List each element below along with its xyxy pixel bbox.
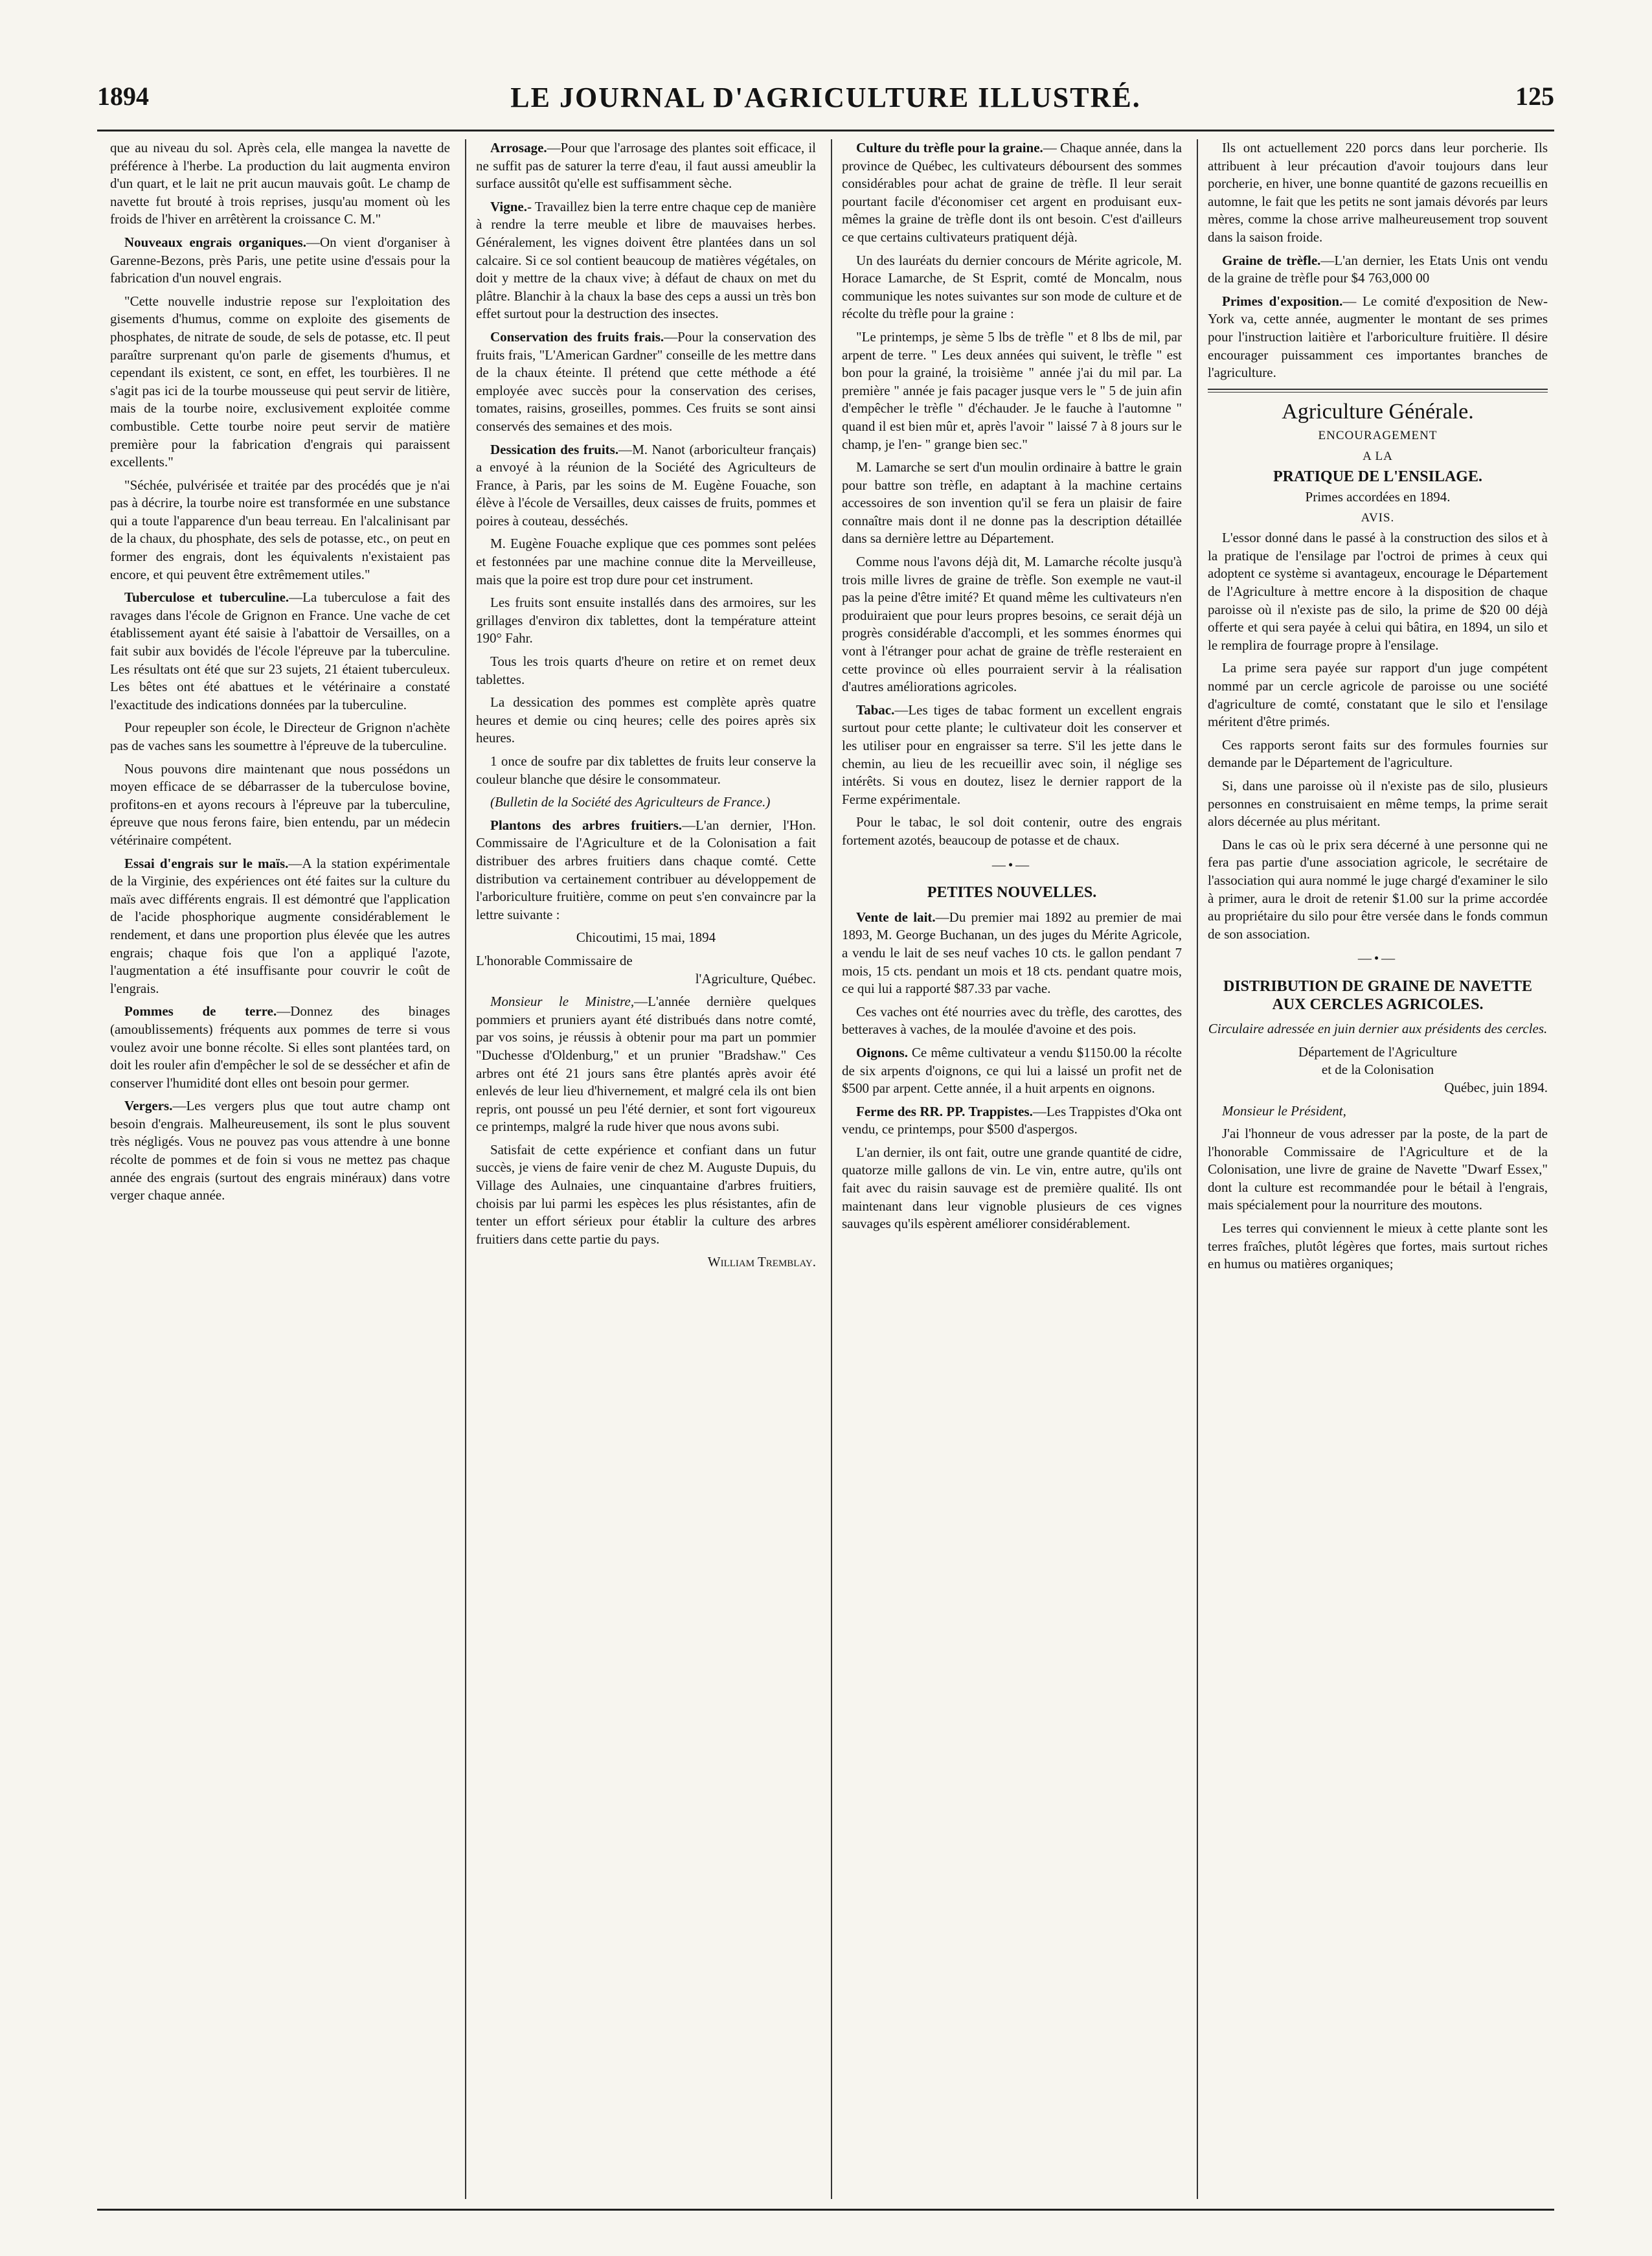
article-tabac [842, 701, 1182, 809]
letter-body [476, 993, 816, 1136]
paragraph: Ils ont actuellement 220 porcs dans leur porcherie. Ils attribuent à leur précaution d'avoir toujours dans leur porcherie, en hiver, une bonne quantité de gazons recueillis en automne, le fait que les petits ne sont jamais dévorés par leurs mères, comme la chose arrive malheureusement trop souvent dans la saison froide. [1208, 140, 1548, 245]
article-culture-trefle [842, 139, 1182, 247]
paragraph: Ces rapports seront faits sur des formules fournies sur demande par le Département de l'agriculture. [1208, 736, 1548, 771]
section-rule [1208, 389, 1548, 393]
article-body: —L'an dernier, les Etats Unis ont vendu de la graine de trèfle pour $4 763,000 00 [1208, 252, 1548, 286]
department-line: Département de l'Agriculture [1298, 1043, 1458, 1060]
paragraph: La dessication des pommes est complète après quatre heures et demie ou cinq heures; celle des poires après six heures. [476, 694, 816, 746]
paragraph: que au niveau du sol. Après cela, elle mangea la navette de préférence à l'herbe. La production du lait augmenta environ d'un quart, et le lait ne prit aucun mauvais goût. Le champ de navette fut brouté à trois reprises, jusqu'au moment où les froids de l'hiver en arrêtèrent la croissance C. M." [110, 140, 450, 227]
section-title-agriculture-generale: Agriculture Générale. [1282, 399, 1474, 424]
subheading-ensilage: PRATIQUE DE L'ENSILAGE. [1273, 468, 1482, 485]
article-arrosage [476, 139, 816, 193]
department-line: et de la Colonisation [1321, 1062, 1434, 1078]
article-heading: Conservation des fruits frais. [490, 328, 664, 345]
article-heading: Tabac. [856, 701, 895, 718]
article-heading: Tuberculose et tuberculine. [124, 589, 289, 606]
paragraph: Pour repeupler son école, le Directeur de Grignon n'achète pas de vaches sans les soumettre à l'épreuve de la tuberculine. [110, 720, 450, 753]
letter-text: —L'année dernière quelques pommiers et pruniers ayant été distribués dans notre comté, par vos soins, je réussis à obtenir pour ma part un pommier "Duchesse d'Oldenburg," et un prunier "Bradshaw." Ces arbres ont été 21 jours sans être plantés après avoir été enlevés de leur lieu d'hivernement, et malgré cela ils ont bien repris, ont poussé un peu l'été dernier, et sont fort vigoureux ce printemps, malgré la rude hiver que nous avons subi. [476, 994, 816, 1135]
article-body: — Chaque année, dans la province de Québec, les cultivateurs déboursent des sommes considérables pour achat de graine de trèfle. Il leur serait pourtant facile d'économiser cet argent en produisant eux-mêmes la graine de trèfle dont ils ont besoin. C'est d'ailleurs ce que certains cultivateurs pratiquent déjà. [842, 140, 1182, 245]
article-heading: Ferme des RR. PP. Trappistes. [856, 1103, 1033, 1119]
article-heading: Plantons des arbres fruitiers. [490, 817, 682, 833]
section-title-distribution: DISTRIBUTION DE GRAINE DE NAVETTE AUX CERCLES AGRICOLES. [1223, 977, 1532, 1013]
article-engrais-mais [110, 855, 450, 998]
article-body: Ce même cultivateur a vendu $1150.00 la récolte de six arpents d'oignons, ce qui lui a laissé un profit net de $500 par arpent. Cette année, il a huit arpents en oignons. [842, 1044, 1182, 1097]
paragraph: "Le printemps, je sème 5 lbs de trèfle " et 8 lbs de mil, par arpent de terre. " Les deux années qui suivent, le trèfle " est bon pour la grainé, la troisième " année j'ai du mil par. La première " année je fais pacager jusque vers le " 5 de juin afin d'empêcher le trèfle " d'échauder. Je le fauche à l'automne " quand il est bien mûr et, après l'avoir " laissé 7 à 8 jours sur le champ, je l'en- " grange bien sec." [842, 328, 1182, 452]
column-1 [110, 139, 450, 2199]
column-3 [842, 139, 1182, 2199]
circular-note: Circulaire adressée en juin dernier aux présidents des cercles. [1208, 1021, 1548, 1037]
subheading: A LA [1363, 449, 1393, 463]
journal-title: LE JOURNAL D'AGRICULTURE ILLUSTRÉ. [510, 82, 1141, 113]
paragraph: J'ai l'honneur de vous adresser par la poste, de la part de l'honorable Commissaire de l'Agriculture et de la Colonisation, une livre de graine de Navette "Dwarf Essex," dont la culture est recommandée pour le bétail à l'engrais, mais spécialement pour la nourriture des moutons. [1208, 1126, 1548, 1213]
article-oignons [842, 1044, 1182, 1098]
paragraph: L'essor donné dans le passé à la construction des silos et à la pratique de l'ensilage par l'octroi de primes à ceux qui adoptent ce système si avantageux, encourage le Département de l'Agriculture à mettre encore à la disposition de chaque paroisse où il n'existe pas de silo, la prime de $20 00 déjà offerte et qui sera payée à celui qui bâtira, en 1894, un silo et le remplira de fourrage propre à l'ensilage. [1208, 530, 1548, 653]
paragraph: Pour le tabac, le sol doit contenir, outre des engrais fortement azotés, beaucoup de potasse et de chaux. [842, 814, 1182, 848]
article-heading: Vigne. [490, 198, 527, 214]
paragraph: "Séchée, pulvérisée et traitée par des procédés que je n'ai pas à décrire, la tourbe noire est transformée en une substance qui a toute l'apparence d'un beau terreau. En l'alcalinisant par de la chaux, du phosphate, des sels de potasse, etc., on peut en former des engrais, dont les équivalents n'existaient pas encore, et qui peuvent être extrêmement utiles." [110, 477, 450, 582]
letter-place-date: Chicoutimi, 15 mai, 1894 [576, 929, 716, 946]
paragraph: M. Lamarche se sert d'un moulin ordinaire à battre le grain pour battre son trèfle, en adaptant à la machine certains accessoires de son invention qu'il se fera un plaisir de faire connaître mais dont il ne donne pas la description détaillée dans sa dernière lettre au Département. [842, 459, 1182, 547]
article-dessication [476, 441, 816, 530]
article-vergers [110, 1097, 450, 1205]
article-body: —Les tiges de tabac forment un excellent engrais surtout pour cette plante; le cultivateur doit les conserver et les utiliser pour en engraisser sa terre. S'il les jette dans le chemin, au lieu de les recueillir avec soin, il néglige ses intérêts. Si vous en doutez, lisez le dernier rapport de la Ferme expérimentale. [842, 701, 1182, 807]
paragraph: L'an dernier, ils ont fait, outre une grande quantité de cidre, quatorze mille gallons de vin. Le vin, entre autre, qu'ils ont fait avec du raisin sauvage est de première qualité. Ils ont maintenant dans leur vignoble plusieurs de ces vignes sauvages qu'ils espèrent améliorer considérablement. [842, 1144, 1182, 1232]
ornament-divider: —•— [991, 856, 1032, 872]
article-heading: Vente de lait. [856, 909, 936, 925]
article-heading: Dessication des fruits. [490, 441, 619, 457]
paragraph: Si, dans une paroisse où il n'existe pas de silo, plusieurs personnes en construisaient en même temps, la prime serait alors décernée au plus méritant. [1208, 778, 1548, 830]
article-body: - Travaillez bien la terre entre chaque cep de manière à rendre la terre meuble et libre de mauvaises herbes. Généralement, les vignes doivent être plantées dans un sol calcaire. Si ce sol contient beaucoup de matières végétales, on doit y mettre de la chaux vive; à défaut de chaux on met du plâtre. Blanchir à la chaux la base des ceps a aussi un très bon effet surtout pour la destruction des insectes. [476, 198, 816, 322]
article-plantons-arbres [476, 817, 816, 924]
paragraph: Dans le cas où le prix sera décerné à une personne qui ne fera pas partie d'une association agricole, le secrétaire de l'association qui aura nommé le juge chargé d'examiner le silo à primer, aura le droit de retenir $1.00 sur la prime accordée au propriétaire du silo pour être versée dans le fonds commun de son association. [1208, 836, 1548, 942]
column-4 [1208, 139, 1548, 2199]
article-heading: Pommes de terre. [124, 1003, 277, 1020]
paragraph: Les terres qui conviennent le mieux à cette plante sont les terres fraîches, plutôt légères que fortes, mais surtout riches en humus ou matières organiques; [1208, 1220, 1548, 1272]
article-conservation-fruits [476, 328, 816, 436]
article-body: —A la station expérimentale de la Virginie, des expériences ont été faites sur la culture du maïs avec différents engrais. Il est démontré que l'application de l'acide phosphorique augmente considérablement le rendement, et dans une proportion plus élevée que les autres engrais; chaque fois que l'on a appliqué l'azote, l'augmentation a été insuffisante pour couvrir le coût de l'engrais. [110, 855, 450, 996]
page-header [97, 81, 1554, 126]
header-rule [97, 130, 1554, 131]
paragraph: M. Eugène Fouache explique que ces pommes sont pelées et festonnées par une machine connue dite la Merveilleuse, mais que la poire est trop dure pour cet instrument. [476, 536, 816, 587]
letter-addressee: L'honorable Commissaire de [476, 952, 633, 968]
article-body: —La tuberculose a fait des ravages dans l'école de Grignon en France. Une vache de cet établissement ayant été saisie à l'abattoir de Versailles, on a fait subir aux bovidés de l'école l'épreuve par la tuberculine. Les résultats ont été que sur 23 sujets, 21 étaient tuberculeux. Les bêtes ont été abattues et le vétérinaire a constaté l'exactitude des indications données par la tuberculine. [110, 589, 450, 712]
article-body: — Le comité d'exposition de New-York va, cette année, augmenter le montant de ses primes pour l'instruction laitière et l'arboriculture fruitière. Il désire encourager puissamment ces importantes branches de l'agriculture. [1208, 293, 1548, 381]
paragraph: Un des lauréats du dernier concours de Mérite agricole, M. Horace Lamarche, de St Esprit, comté de Moncalm, nous communique les notes suivantes sur son mode de culture et de récolte du trèfle pour la graine : [842, 252, 1182, 322]
article-trappistes [842, 1103, 1182, 1139]
paragraph: Ces vaches ont été nourries avec du trèfle, des carottes, des betteraves à vaches, de la moulée d'avoine et des pois. [842, 1003, 1182, 1038]
article-body: —Donnez des binages (amoublissements) fréquents aux pommes de terre si vous voulez avoir une bonne récolte. Si elles sont plantées tard, on doit les rouler afin d'empêcher le sol de se dessécher et afin de conserver l'humidité dont elles ont besoin pour germer. [110, 1003, 450, 1091]
citation: (Bulletin de la Société des Agriculteurs de France.) [490, 794, 771, 810]
article-heading: Nouveaux engrais organiques. [124, 234, 306, 250]
paragraph: Les fruits sont ensuite installés dans des armoires, sur les grillages d'environ dix tablettes, dont la température atteint 190° Fahr. [476, 595, 816, 646]
article-body: —Du premier mai 1892 au premier de mai 1893, M. George Buchanan, un des juges du Mérite Agricole, a vendu le lait de ses neuf vaches 10 cts. le gallon pendant 7 mois, 15 cts. pendant un mois et 18 cts. pendant quatre mois, ce qui lui a rapporté $87.33 par vache. [842, 909, 1182, 997]
article-body: —M. Nanot (arboriculteur français) a envoyé à la réunion de la Société des Agriculteurs de France, à Paris, par les soins de M. Eugène Fouache, son élève à l'école de Versailles, deux caisses de fruits, pommes et poires à couteau, desséchés. [476, 441, 816, 529]
section-title-petites-nouvelles: PETITES NOUVELLES. [927, 884, 1097, 902]
subheading-primes: Primes accordées en 1894. [1305, 489, 1451, 505]
article-body: —On vient d'organiser à Garenne-Bezons, près Paris, une petite usine d'essais pour la fabrication d'un nouvel engrais. [110, 234, 450, 286]
article-heading: Primes d'exposition. [1222, 293, 1343, 309]
article-heading: Graine de trèfle. [1222, 252, 1321, 268]
header-year: 1894 [97, 82, 149, 111]
paragraph: Satisfait de cette expérience et confiant dans un futur succès, je viens de faire venir de chez M. Auguste Dupuis, du Village des Aulnaies, une cinquantaine d'arbres fruitiers, choisis par lui parmi les espèces les plus résistantes, afin de tenter un effort sérieux pour établir la culture des arbres fruitiers dans cette partie du pays. [476, 1141, 816, 1247]
article-heading: Arrosage. [490, 140, 547, 155]
footer-rule [97, 2209, 1554, 2211]
paragraph: La prime sera payée sur rapport d'un juge compétent nommé par un cercle agricole de paroisse ou une société d'agriculture de comté, constatant que le silo et l'ensilage méritent d'être primés. [1208, 660, 1548, 730]
letter-salutation: Monsieur le Ministre, [490, 994, 635, 1010]
article-body: —Pour que l'arrosage des plantes soit efficace, il ne suffit pas de saturer la terre d'eau, il faut aussi ameublir la surface aussitôt qu'elle est suffisamment sèche. [476, 140, 816, 192]
page-number: 125 [1515, 82, 1554, 111]
article-body: —Pour la conservation des fruits frais, "L'American Gardner" conseille de les mettre dans de la chaux éteinte. Il prétend que cette méthode a été employée avec succès pour la conservation des cerises, tomates, raisins, groseilles, pommes. Ces fruits se sont ainsi conservés des semaines et des mois. [476, 328, 816, 434]
article-primes-exposition [1208, 293, 1548, 382]
article-body: —Les Trappistes d'Oka ont vendu, ce printemps, pour $500 d'aspergos. [842, 1103, 1182, 1137]
paragraph: "Cette nouvelle industrie repose sur l'exploitation des gisements d'humus, comme on exploite des gisements de phosphates, de nitrate de soude, de sels de potasse, etc. Il peut paraître surprenant qu'on parle de gisements d'humus, et cependant ils existent, ce sont, en effet, les tourbières. Il ne s'agit pas ici de la tourbe mousseuse qui peut servir de litière, mais de la tourbe noire, exclusivement exploitée comme combustible. Cette tourbe noire peut servir de matière première pour la fabrication d'engrais qui paraissent excellents." [110, 293, 450, 470]
letter-date: Québec, juin 1894. [1444, 1079, 1548, 1095]
paragraph: Tous les trois quarts d'heure on retire et on remet deux tablettes. [476, 654, 816, 687]
article-vigne [476, 198, 816, 323]
article-heading: Culture du trèfle pour la graine. [856, 140, 1043, 155]
column-divider [1197, 139, 1198, 2199]
article-graine-trefle [1208, 252, 1548, 288]
column-divider [831, 139, 832, 2199]
article-body: —L'an dernier, l'Hon. Commissaire de l'Agriculture et de la Colonisation a fait distribuer des arbres fruitiers dans chaque comté. Cette distribution va certainement contribuer au développement de l'arboriculture fruitière, comme on peut s'en convaincre par la lettre suivante : [476, 817, 816, 922]
article-body: —Les vergers plus que tout autre champ ont besoin d'engrais. Malheureusement, ils sont le plus souvent très négligés. Vous ne pouvez pas vous attendre à une bonne récolte de pommes et de foin si vous ne mettez pas chaque année des engrais (surtout des engrais minéraux) dans votre verger chaque année. [110, 1098, 450, 1203]
article-tuberculose [110, 589, 450, 714]
column-divider [465, 139, 466, 2199]
letter-addressee: l'Agriculture, Québec. [695, 970, 816, 986]
paragraph: 1 once de soufre par dix tablettes de fruits leur conserve la couleur blanche que désire le consommateur. [476, 753, 816, 787]
article-nouveaux-engrais [110, 234, 450, 288]
article-heading: Essai d'engrais sur le maïs. [124, 855, 289, 871]
letter-salutation: Monsieur le Président, [1222, 1102, 1346, 1119]
article-heading: Vergers. [124, 1098, 173, 1114]
paragraph: Nous pouvons dire maintenant que nous possédons un moyen efficace de se débarrasser de la tuberculose bovine, profitons-en et ayons recours à l'épreuve par la tuberculine, épreuve que nous ferons faire, bien entendu, par un médecin vétérinaire compétent. [110, 760, 450, 848]
subheading: ENCOURAGEMENT [1318, 429, 1438, 443]
letter-signature: William Tremblay. [707, 1254, 816, 1270]
ornament-divider: —•— [1357, 950, 1398, 966]
avis-label: AVIS. [1361, 510, 1395, 525]
article-vente-lait [842, 909, 1182, 998]
paragraph: Comme nous l'avons déjà dit, M. Lamarche récolte jusqu'à trois mille livres de graine de trèfle. Son exemple ne vaut-il pas la peine d'être imité? Et quand même les cultivateurs n'en produiraient que pour leurs propres besoins, ce serait déjà un progrès considérable d'accompli, et les sommes énormes qui vont à l'étranger pour achat de graine de trèfle resteraient en cette province où elles pourraient servir à la réalisation d'autres améliorations agricoles. [842, 554, 1182, 695]
article-heading: Oignons. [856, 1044, 908, 1060]
column-2 [476, 139, 816, 2199]
article-pommes-de-terre [110, 1003, 450, 1092]
